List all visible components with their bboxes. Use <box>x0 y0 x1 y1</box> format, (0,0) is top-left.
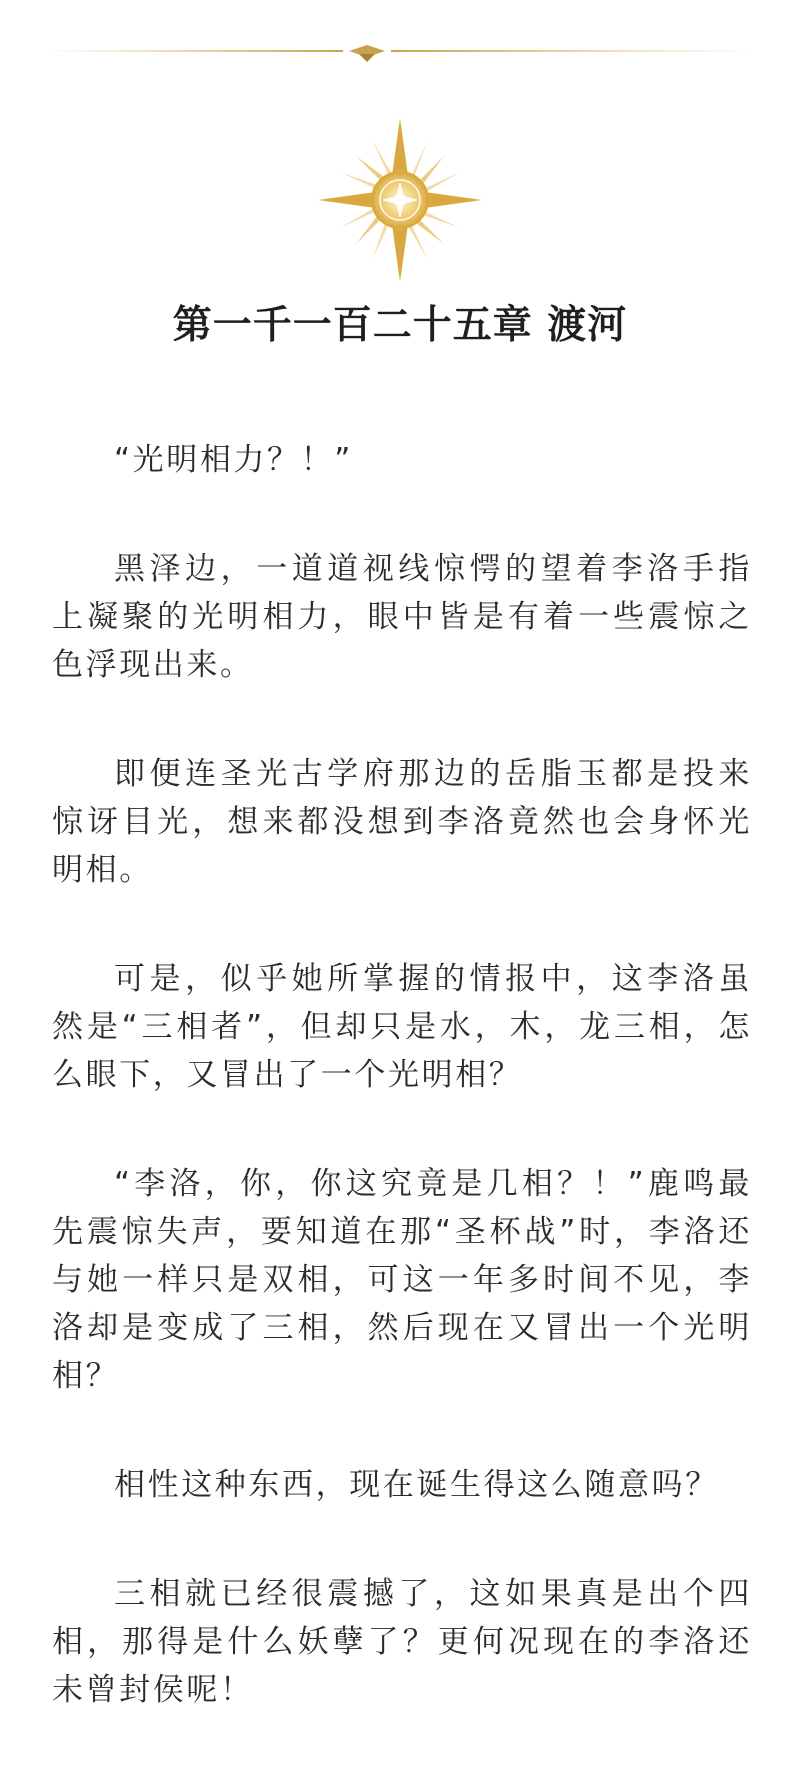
paragraph: “李洛，你，你这究竟是几相？！”鹿鸣最先震惊失声，要知道在那“圣杯战”时，李洛还与她一样只是双相，可这一年多时间不见，李洛却是变成了三相，然后现在又冒出一个光明相？ <box>52 1166 752 1394</box>
paragraph: 相性这种东西，现在诞生得这么随意吗？ <box>114 1467 719 1503</box>
paragraph: “光明相力？！” <box>114 442 353 478</box>
chapter-title: 第一千一百二十五章 渡河 <box>172 303 628 348</box>
paragraph: 黑泽边，一道道视线惊愕的望着李洛手指上凝聚的光明相力，眼中皆是有着一些震惊之色浮现出来。 <box>52 551 752 683</box>
paragraph: 即便连圣光古学府那边的岳脂玉都是投来惊讶目光，想来都没想到李洛竟然也会身怀光明相。 <box>52 756 752 888</box>
paragraph: 三相就已经很震撼了，这如果真是出个四相，那得是什么妖孽了？更何况现在的李洛还未曾封侯呢！ <box>52 1576 752 1708</box>
compass-star-icon <box>318 118 482 282</box>
chapter-body <box>52 436 752 1775</box>
ornamental-divider-icon <box>45 44 755 68</box>
paragraph: 可是，似乎她所掌握的情报中，这李洛虽然是“三相者”，但却只是水，木，龙三相，怎么眼下，又冒出了一个光明相？ <box>52 961 752 1093</box>
